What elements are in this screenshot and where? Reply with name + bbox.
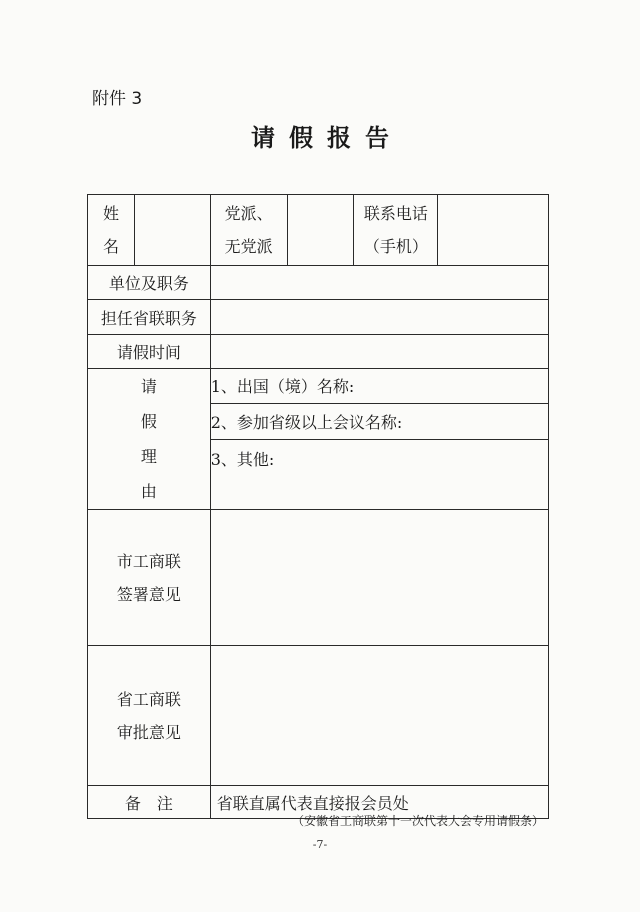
reason-char-3: 理: [140, 447, 157, 466]
unit-label: 单位及职务: [88, 266, 211, 300]
party-label-cell: [210, 195, 287, 266]
leave-request-form: [87, 194, 549, 819]
reason-item-2[interactable]: 2、参加省级以上会议名称:: [210, 403, 548, 439]
province-opinion-label-cell: [88, 646, 211, 786]
phone-field[interactable]: [438, 195, 549, 266]
row-federation-post: [88, 300, 549, 335]
leave-time-label: 请假时间: [88, 335, 211, 369]
party-field[interactable]: [287, 195, 354, 266]
phone-label-1: 联系电话: [363, 204, 428, 223]
phone-label-2: （手机）: [363, 237, 428, 256]
page-number: -7-: [312, 838, 328, 851]
federation-post-label: 担任省联职务: [88, 300, 211, 335]
province-opinion-field[interactable]: [210, 646, 548, 786]
city-opinion-label-1: 市工商联: [116, 551, 181, 571]
unit-field[interactable]: [210, 266, 548, 300]
party-label-1: 党派、: [224, 204, 273, 223]
province-opinion-label-1: 省工商联: [116, 689, 181, 709]
row-leave-time: [88, 335, 549, 369]
province-opinion-label-2: 审批意见: [116, 722, 181, 742]
leave-time-field[interactable]: [210, 335, 548, 369]
row-reason-1: [88, 369, 549, 404]
name-label-2: 名: [102, 237, 119, 256]
reason-char-4: 由: [140, 482, 157, 501]
reason-item-3[interactable]: 3、其他:: [210, 440, 548, 510]
name-label-cell: [88, 195, 135, 266]
page-title: 请假报告: [251, 123, 403, 152]
name-field[interactable]: [134, 195, 210, 266]
reason-char-2: 假: [140, 412, 157, 431]
row-province-opinion: [88, 646, 549, 786]
federation-post-field[interactable]: [210, 300, 548, 335]
city-opinion-label-2: 签署意见: [116, 584, 181, 604]
city-opinion-label-cell: [88, 510, 211, 646]
reason-char-1: 请: [140, 377, 157, 396]
name-label-1: 姓: [102, 204, 119, 223]
party-label-2: 无党派: [224, 237, 273, 256]
reason-label-cell: [88, 369, 211, 510]
remark-value: 省联直属代表直接报会员处: [210, 786, 548, 819]
remark-label: 备 注: [88, 786, 211, 819]
phone-label-cell: [354, 195, 438, 266]
row-unit: [88, 266, 549, 300]
city-opinion-field[interactable]: [210, 510, 548, 646]
reason-item-1[interactable]: 1、出国（境）名称:: [210, 369, 548, 404]
row-name-party-phone: [88, 195, 549, 266]
row-city-opinion: [88, 510, 549, 646]
attachment-label: 附件 3: [92, 89, 143, 109]
footnote: （安徽省工商联第十一次代表大会专用请假条）: [291, 814, 544, 828]
